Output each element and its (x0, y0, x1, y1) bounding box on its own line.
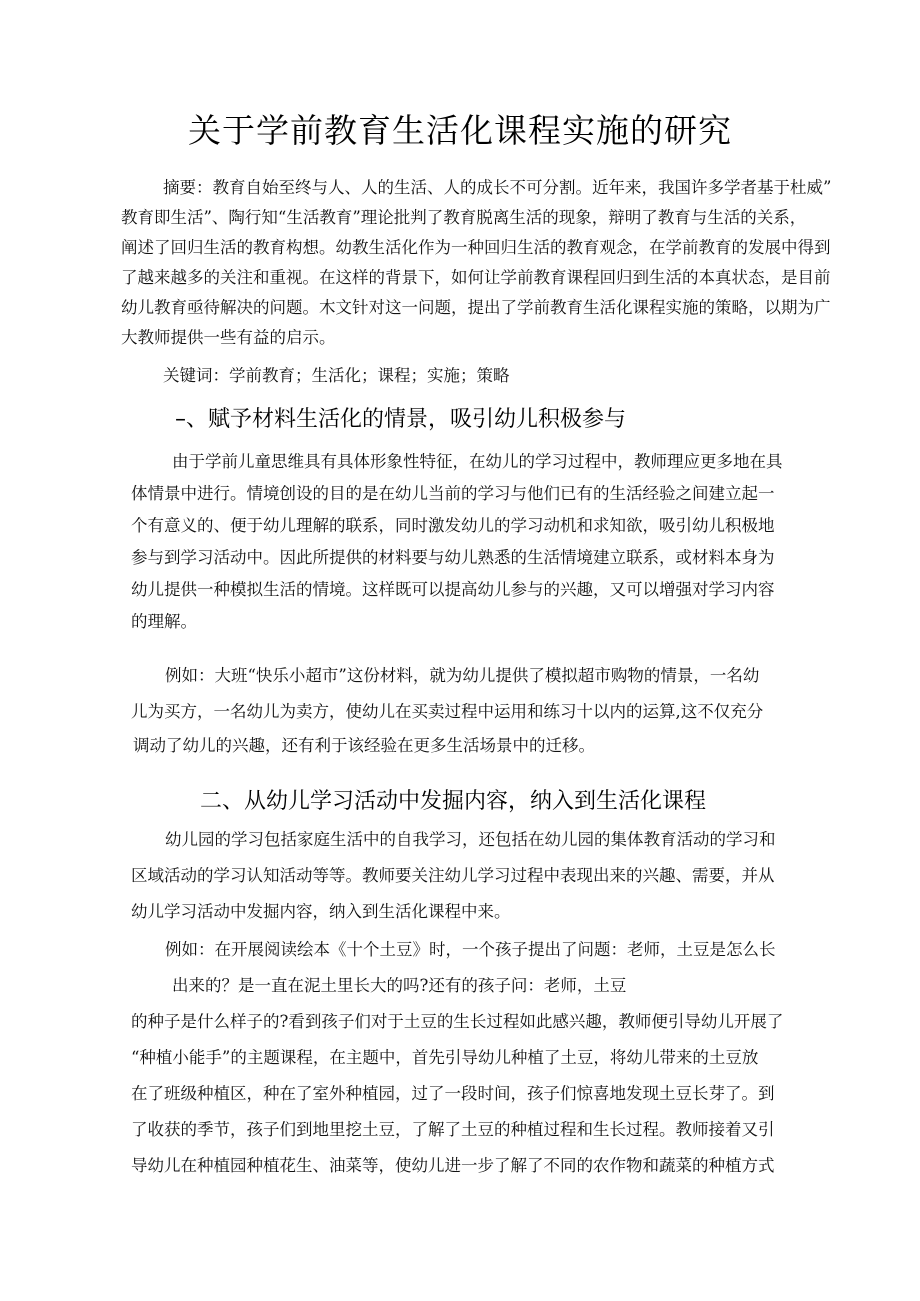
paragraph-line: 的理解。 (131, 612, 197, 631)
abstract-line: 阐述了回归生活的教育构想。幼教生活化作为一种回归生活的教育观念，在学前教育的发展中得到 (121, 238, 831, 257)
paragraph-line: 个有意义的、便于幼儿理解的联系，同时激发幼儿的学习动机和求知欲，吸引幼儿积极地 (131, 516, 775, 535)
paragraph-line: 例如：大班“快乐小超市”这份材料，就为幼儿提供了模拟超市购物的情景，一名幼 (165, 666, 760, 685)
paragraph-line: 调动了幼儿的兴趣，还有利于该经验在更多生活场景中的迁移。 (133, 736, 595, 755)
document-title: 关于学前教育生活化课程实施的研究 (188, 111, 732, 150)
paragraph-line: 幼儿学习活动中发掘内容，纳入到生活化课程中来。 (131, 902, 511, 921)
paragraph-line: 在了班级种植区，种在了室外种植园，过了一段时间，孩子们惊喜地发现土豆长芽了。到 (131, 1084, 775, 1103)
paragraph-line: 由于学前儿童思维具有具体形象性特征，在幼儿的学习过程中，教师理应更多地在具 (172, 452, 783, 471)
paragraph-line: 幼儿提供一种模拟生活的情境。这样既可以提高幼儿参与的兴趣，又可以增强对学习内容 (131, 580, 775, 599)
paragraph-line: 出来的？是一直在泥土里长大的吗?还有的孩子问：老师，土豆 (172, 976, 627, 995)
abstract-line: 教育即生活”、陶行知“生活教育”理论批判了教育脱离生活的现象，辩明了教育与生活的关系， (121, 208, 807, 227)
paragraph-line: 体情景中进行。情境创设的目的是在幼儿当前的学习与他们已有的生活经验之间建立起一 (131, 484, 775, 503)
paragraph-line: “种植小能手”的主题课程，在主题中，首先引导幼儿种植了土豆，将幼儿带来的土豆放 (131, 1048, 759, 1067)
paragraph-line: 了收获的季节，孩子们到地里挖土豆，了解了土豆的种植过程和生长过程。教师接着又引 (131, 1120, 775, 1139)
keywords: 关键词：学前教育；生活化；课程；实施；策略 (163, 366, 510, 385)
paragraph-line: 例如：在开展阅读绘本《十个土豆》时，一个孩子提出了问题：老师，土豆是怎么长 (165, 940, 776, 959)
abstract-line: 摘要：教育自始至终与人、人的生活、人的成长不可分割。近年来，我国许多学者基于杜威” (163, 178, 832, 197)
paragraph-line: 儿为买方，一名幼儿为卖方，使幼儿在买卖过程中运用和练习十以内的运算,这不仅充分 (131, 702, 764, 721)
abstract-line: 幼儿教育亟待解决的问题。木文针对这一问题，提出了学前教育生活化课程实施的策略，以期为广 (121, 298, 831, 317)
section-heading-1: –、赋予材料生活化的情景，吸引幼儿积极参与 (175, 407, 627, 432)
paragraph-line: 参与到学习活动中。因此所提供的材料要与幼儿熟悉的生活情境建立联系，或材料本身为 (131, 548, 775, 567)
paragraph-line: 导幼儿在种植园种植花生、油菜等，使幼儿进一步了解了不同的农作物和蔬菜的种植方式 (131, 1156, 775, 1175)
paragraph-line: 的种子是什么样子的?看到孩子们对于土豆的生长过程如此感兴趣，教师便引导幼儿开展了 (131, 1012, 784, 1031)
section-heading-2: 二、从幼儿学习活动中发掘内容，纳入到生活化课程 (200, 789, 707, 814)
abstract-line: 了越来越多的关注和重视。在这样的背景下，如何让学前教育课程回归到生活的本真状态，是目前 (121, 268, 831, 287)
paragraph-line: 幼儿园的学习包括家庭生活中的自我学习，还包括在幼儿园的集体教育活动的学习和 (165, 830, 776, 849)
abstract-line: 大教师提供一些有益的启示。 (121, 328, 336, 347)
paragraph-line: 区域活动的学习认知活动等等。教师要关注幼儿学习过程中表现出来的兴趣、需要，并从 (131, 866, 775, 885)
